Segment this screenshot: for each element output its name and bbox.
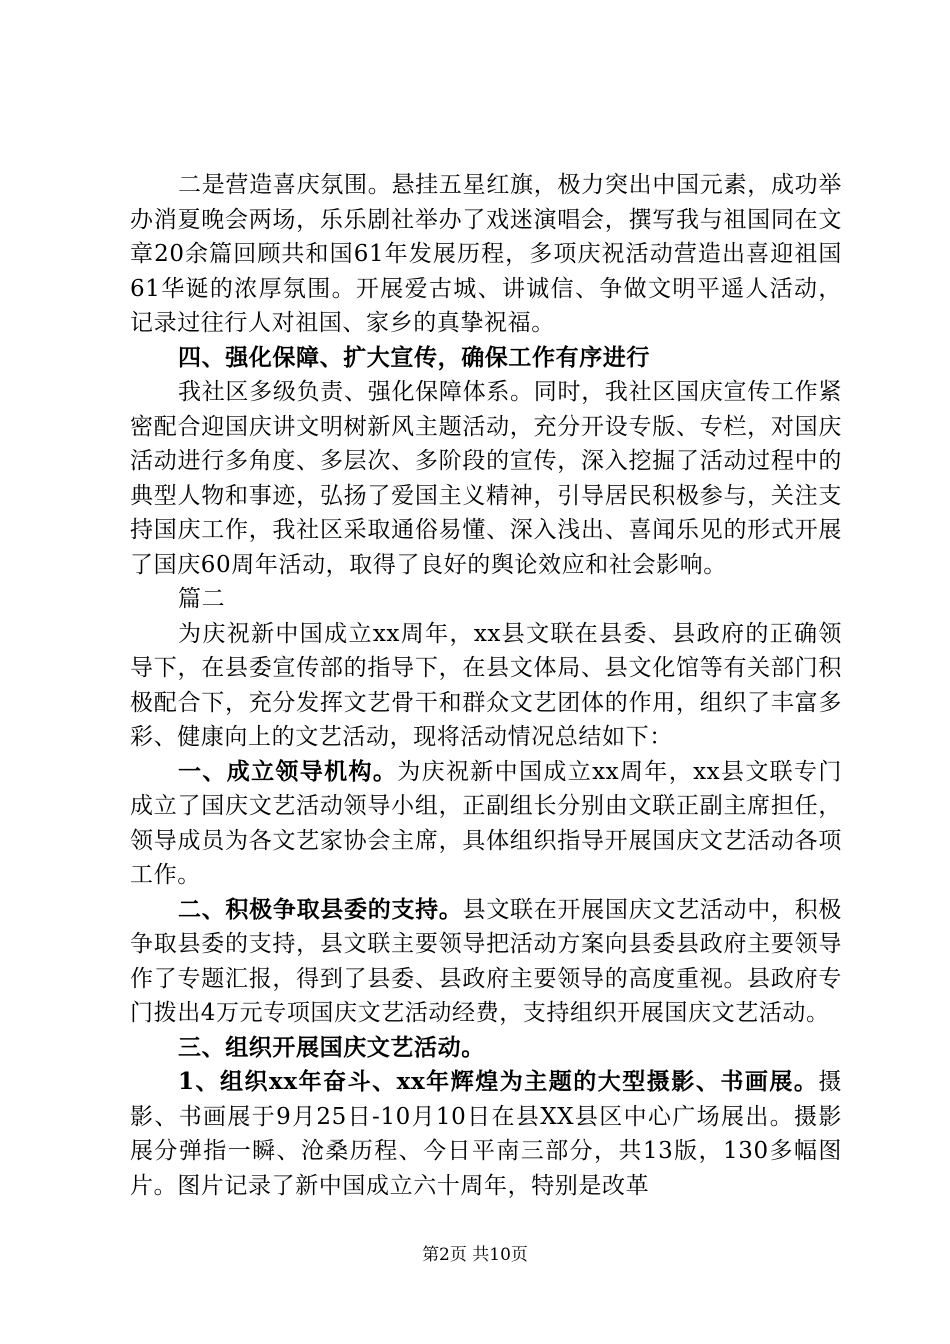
page-footer: 第2页 共10页 — [422, 1245, 528, 1265]
paragraph-lead: 二、积极争取县委的支持。 — [178, 895, 463, 923]
paragraph-text: 为庆祝新中国成立xx周年，xx县文联专门成立了国庆文艺活动领导小组，正副组长分别由文联正副主席担任，领导成员为各文艺家协会主席，具体组织指导开展国庆文艺活动各项工作。 — [130, 758, 843, 888]
paragraph-support — [130, 893, 842, 1031]
paragraph-text: 摄影、书画展于9月25日-10月10日在县XX县区中心广场展出。摄影展分弹指一瞬、沧桑历程、今日平南三部分，共13版，130多幅图片。图片记录了新中国成立六十周年，特别是改革 — [130, 1069, 842, 1199]
paragraph-publicity — [130, 375, 842, 582]
part-two-marker — [130, 582, 842, 617]
paragraph-atmosphere — [130, 168, 842, 341]
paragraph-lead: 1、组织xx年奋斗、xx年辉煌为主题的大型摄影、书画展。 — [178, 1068, 819, 1095]
paragraph-text: 为庆祝新中国成立xx周年，xx县文联在县委、县政府的正确领导下，在县委宣传部的指导下，在县文体局、县文化馆等有关部门积极配合下，充分发挥文艺骨干和群众文艺团体的作用，组织了丰富多彩、健康向上的文艺活动，现将活动情况总结如下： — [130, 620, 842, 750]
paragraph-leadership — [130, 755, 842, 893]
heading-section-four — [130, 341, 842, 376]
heading-text: 四、强化保障、扩大宣传，确保工作有序进行 — [178, 343, 650, 371]
paragraph-text: 县文联在开展国庆文艺活动中，积极争取县委的支持，县文联主要领导把活动方案向县委县政府主要领导作了专题汇报，得到了县委、县政府主要领导的高度重视。县政府专门拨出4万元专项国庆文艺活动经费，支持组织开展国庆文艺活动。 — [130, 896, 842, 1026]
paragraph-text: 二是营造喜庆氛围。悬挂五星红旗，极力突出中国元素，成功举办消夏晚会两场，乐乐剧社举办了戏迷演唱会，撰写我与祖国同在文章20余篇回顾共和国61年发展历程，多项庆祝活动营造出喜迎祖国61华诞的浓厚氛围。开展爱古城、讲诚信、争做文明平遥人活动，记录过往行人对祖国、家乡的真挚祝福。 — [130, 172, 842, 336]
paragraph-exhibition — [130, 1065, 842, 1203]
heading-text: 三、组织开展国庆文艺活动。 — [178, 1033, 485, 1061]
heading-section-three — [130, 1031, 842, 1066]
paragraph-lead: 一、成立领导机构。 — [178, 757, 398, 785]
document-body — [130, 168, 842, 1203]
part-label: 篇二 — [178, 586, 226, 612]
paragraph-text: 我社区多级负责、强化保障体系。同时，我社区国庆宣传工作紧密配合迎国庆讲文明树新风主题活动，充分开设专版、专栏，对国庆活动进行多角度、多层次、多阶段的宣传，深入挖掘了活动过程中的典型人物和事迹，弘扬了爱国主义精神，引导居民积极参与，关注支持国庆工作，我社区采取通俗易懂、深入浅出、喜闻乐见的形式开展了国庆60周年活动，取得了良好的舆论效应和社会影响。 — [130, 379, 842, 578]
paragraph-intro — [130, 617, 842, 755]
